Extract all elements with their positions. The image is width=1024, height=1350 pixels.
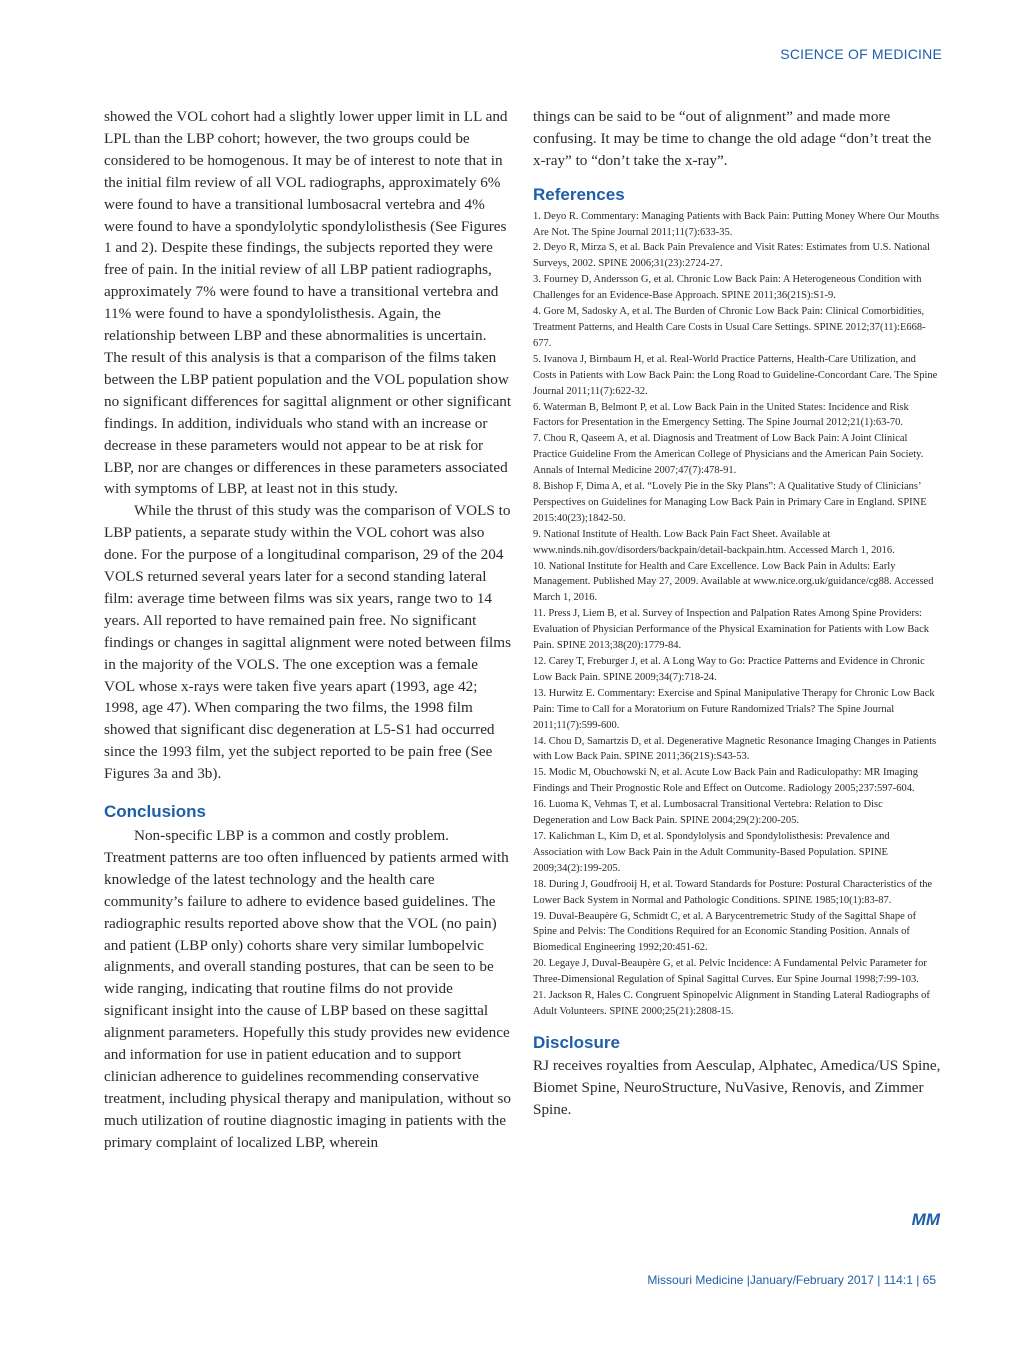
reference-item: 11. Press J, Liem B, et al. Survey of Inspection and Palpation Rates Among Spine Providers: Evaluation of Physician Performance of the Physical Examination for Patients with Low Back Pain. SPINE 2013;38(20):1779-84. — [533, 608, 929, 652]
right-column — [533, 106, 941, 1120]
left-column — [104, 106, 512, 1154]
conclusions-paragraph: Non-specific LBP is a common and costly problem. Treatment patterns are too often influenced by patients armed with knowledge of the latest technology and the health care community’s failure to adhere to evidence based guidelines. The radiographic results reported above show that the VOL (no pain) and patient (LBP only) cohorts share very similar lumbopelvic alignments, and overall standing postures, that can be seen to be wide ranging, indicating that routine films do not provide significant insight into the cause of LBP based on these sagittal alignment parameters. Hopefully this study provides new evidence and information for use in patient education and to support clinician adherence to guidelines recommending conservative treatment, including physical therapy and manipulation, without so much utilization of routine diagnostic imaging in patients with the primary complaint of localized LBP, wherein — [104, 827, 512, 1151]
conclusions-heading: Conclusions — [104, 802, 207, 822]
reference-item: 3. Fourney D, Andersson G, et al. Chronic Low Back Pain: A Heterogeneous Condition with Challenges for an Evidence-Base Approach. SPINE 2011;36(21S):S1-9. — [533, 274, 922, 302]
disclosure-heading: Disclosure — [533, 1032, 620, 1052]
section-label: SCIENCE OF MEDICINE — [780, 46, 942, 62]
reference-item: 19. Duval-Beaupère G, Schmidt C, et al. A Barycentremetric Study of the Sagittal Shape of Spine and Pelvis: The Conditions Required for an Economic Standing Position. Annals of Biomedical Engineering 1992;20:451-62. — [533, 910, 917, 954]
reference-item: 18. During J, Goudfrooij H, et al. Toward Standards for Posture: Postural Characteristics of the Lower Back System in Normal and Pathologic Conditions. SPINE 1985;10(1):83-87. — [533, 878, 933, 906]
reference-item: 2. Deyo R, Mirza S, et al. Back Pain Prevalence and Visit Rates: Estimates from U.S. National Surveys, 2002. SPINE 2006;31(23):2724-27. — [533, 242, 930, 270]
reference-item: 5. Ivanova J, Birnbaum H, et al. Real-World Practice Patterns, Health-Care Utilization, and Costs in Patients with Low Back Pain: the Long Road to Guideline-Concordant Care. The Spine Journal 2011;11(7):622-32. — [533, 353, 938, 397]
reference-item: 16. Luoma K, Vehmas T, et al. Lumbosacral Transitional Vertebra: Relation to Disc Degeneration and Low Back Pain. SPINE 2004;29(2):200-205. — [533, 799, 883, 827]
references-list — [533, 209, 941, 1020]
reference-item: 21. Jackson R, Hales C. Congruent Spinopelvic Alignment in Standing Lateral Radiographs of Adult Volunteers. SPINE 2000;25(21):2808-15. — [533, 990, 930, 1017]
page-footer: Missouri Medicine |January/February 2017 | 114:1 | 65 — [647, 1273, 936, 1287]
reference-item: 6. Waterman B, Belmont P, et al. Low Back Pain in the United States: Incidence and Risk Factors for Presentation in the Emergency Setting. The Spine Journal 2012;21(1):63-70. — [533, 401, 909, 429]
reference-item: 10. National Institute for Health and Care Excellence. Low Back Pain in Adults: Early Management. Published May 27, 2009. Available at www.nice.org.uk/guidance/cg88. Accessed March 1, 2016. — [533, 560, 934, 604]
reference-item: 13. Hurwitz E. Commentary: Exercise and Spinal Manipulative Therapy for Chronic Low Back Pain: Time to Call for a Moratorium on Future Randomized Trials? The Spine Journal 2011;11(7):599-600. — [533, 687, 935, 731]
reference-item: 17. Kalichman L, Kim D, et al. Spondylolysis and Spondylolisthesis: Prevalence and Association with Low Back Pain in the Adult Community-Based Population. SPINE 2009;34(2):199-205. — [533, 830, 890, 874]
body-paragraph: showed the VOL cohort had a slightly lower upper limit in LL and LPL than the LBP cohort; however, the two groups could be considered to be homogenous. It may be of interest to note that in the initial film review of all VOL radiographs, approximately 6% were found to have a transitional lumbosacral vertebra and 4% were found to have a spondylolytic spondylolisthesis (See Figures 1 and 2). Despite these findings, the subjects reported they were free of pain. In the initial review of all LBP patient radiographs, approximately 7% were found to have a transitional vertebra and 11% were found to have a spondylolisthesis. Again, the relationship between LBP and these abnormalities is uncertain. The result of this analysis is that a comparison of the films taken between the LBP patient population and the VOL population show no significant differences for sagittal alignment or other significant findings. In addition, individuals who stand with an increase or decrease in these parameters would not appear to be at risk for LBP, nor are changes or differences in these parameters associated with symptoms of LBP, at least not in this study. — [104, 108, 512, 498]
reference-item: 7. Chou R, Qaseem A, et al. Diagnosis and Treatment of Low Back Pain: A Joint Clinical Practice Guideline From the American College of Physicians and the American Pain Society. Annals of Internal Medicine 2007;47(7):478-91. — [533, 433, 924, 477]
reference-item: 14. Chou D, Samartzis D, et al. Degenerative Magnetic Resonance Imaging Changes in Patients with Low Back Pain. SPINE 2011;36(21S):S43-53. — [533, 735, 937, 763]
reference-item: 1. Deyo R. Commentary: Managing Patients with Back Pain: Putting Money Where Our Mouths Are Not. The Spine Journal 2011;11(7):633-35. — [533, 210, 940, 238]
reference-item: 20. Legaye J, Duval-Beaupère G, et al. Pelvic Incidence: A Fundamental Pelvic Parameter for Three-Dimensional Regulation of Spinal Sagittal Curves. Eur Spine Journal 1998;7:99-103. — [533, 958, 927, 986]
journal-end-mark: MM — [911, 1210, 940, 1229]
reference-item: 9. National Institute of Health. Low Back Pain Fact Sheet. Available at www.ninds.nih.gov/disorders/backpain/detail-backpain.htm. Accessed March 1, 2016. — [533, 528, 895, 556]
references-heading: References — [533, 184, 625, 204]
body-paragraph: While the thrust of this study was the comparison of VOLS to LBP patients, a separate study within the VOL cohort was also done. For the purpose of a longitudinal comparison, 29 of the 204 VOLS returned several years later for a second standing lateral film: average time between films was six years, range two to 14 years. All reported to have remained pain free. No significant findings or changes in sagittal alignment were noted between films in the majority of the VOLS. The one exception was a female VOL whose x-rays were taken five years apart (1993, age 42; 1998, age 47). When comparing the two films, the 1998 film showed that significant disc degeneration at L5-S1 had occurred since the 1993 film, yet the subject reported to be pain free (See Figures 3a and 3b). — [104, 502, 511, 783]
reference-item: 4. Gore M, Sadosky A, et al. The Burden of Chronic Low Back Pain: Clinical Comorbidities, Treatment Patterns, and Health Care Costs in Usual Care Settings. SPINE 2012;37(11):E668-677. — [533, 306, 926, 349]
reference-item: 12. Carey T, Freburger J, et al. A Long Way to Go: Practice Patterns and Evidence in Chronic Low Back Pain. SPINE 2009;34(7):718-24. — [533, 656, 925, 683]
disclosure-paragraph: RJ receives royalties from Aesculap, Alphatec, Amedica/US Spine, Biomet Spine, NeuroStructure, NuVasive, Renovis, and Zimmer Spine. — [533, 1056, 941, 1118]
reference-item: 8. Bishop F, Dima A, et al. “Lovely Pie in the Sky Plans”: A Qualitative Study of Clinicians’ Perspectives on Guidelines for Managing Low Back Pain in Primary Care in England. SPINE 2015:40(23);1842-50. — [533, 481, 927, 524]
body-paragraph: things can be said to be “out of alignment” and made more confusing. It may be time to change the old adage “don’t treat the x-ray” to “don’t take the x-ray”. — [533, 108, 932, 169]
reference-item: 15. Modic M, Obuchowski N, et al. Acute Low Back Pain and Radiculopathy: MR Imaging Findings and Their Prognostic Role and Effect on Outcome. Radiology 2005;237:597-604. — [533, 767, 918, 795]
